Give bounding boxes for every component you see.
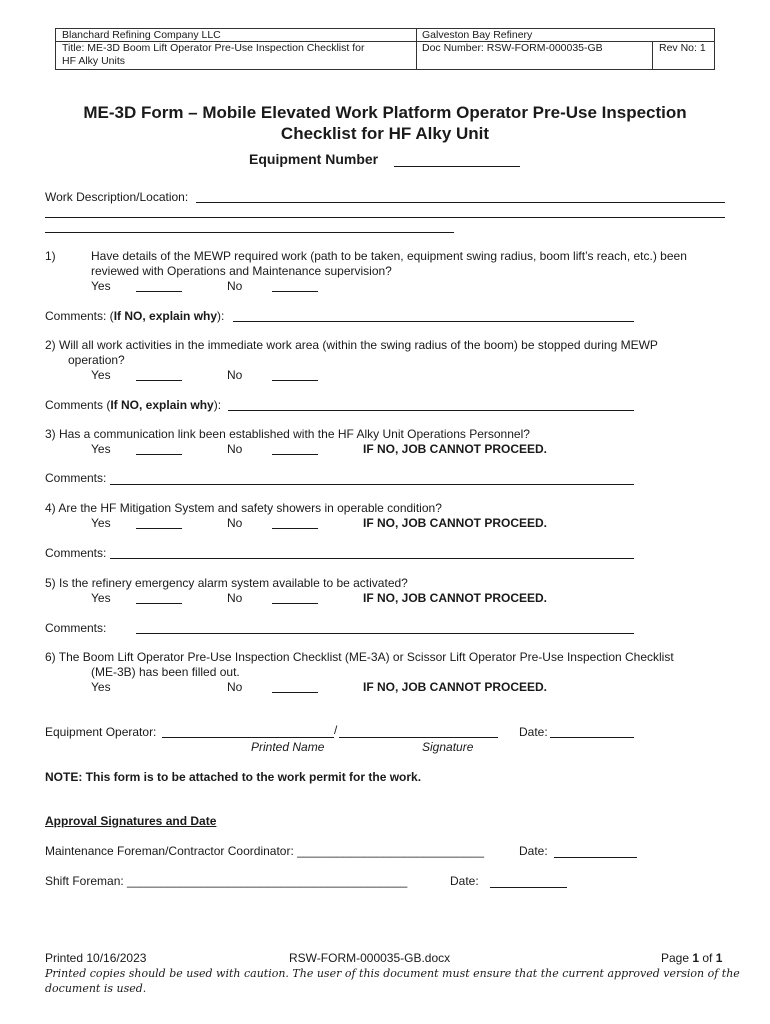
yes-label: Yes — [91, 680, 111, 694]
printed-name-caption: Printed Name — [251, 740, 325, 754]
no-answer-field[interactable] — [272, 603, 318, 604]
form-title-line1: ME-3D Form – Mobile Elevated Work Platform Operator Pre-Use Inspection — [83, 103, 687, 122]
name-signature-separator: / — [334, 723, 338, 737]
caution-note-line1: Printed copies should be used with caution. The user of this document must ensure that the current approved version of the — [45, 967, 740, 980]
comments-label: Comments (If NO, explain why): — [45, 398, 222, 412]
no-label: No — [227, 680, 243, 694]
comments-label: Comments: — [45, 471, 107, 485]
yes-label: Yes — [91, 442, 111, 456]
yes-answer-field[interactable] — [136, 603, 182, 604]
no-answer-field[interactable] — [272, 380, 318, 381]
shift-foreman-signature-line[interactable]: Shift Foreman: __________________________________________ — [45, 874, 408, 888]
question-2-text-line1: 2) Will all work activities in the immediate work area (within the swing radius of the boom) be stopped during MEWP — [45, 338, 658, 352]
work-description-label: Work Description/Location: — [45, 190, 189, 204]
file-name: RSW-FORM-000035-GB.docx — [289, 951, 451, 965]
cannot-proceed-warning: IF NO, JOB CANNOT PROCEED. — [363, 591, 548, 605]
question-6-text-line1: 6) The Boom Lift Operator Pre-Use Inspection Checklist (ME-3A) or Scissor Lift Operator Pre-Use Inspection Checklist — [45, 650, 674, 664]
equipment-number-label: Equipment Number — [249, 151, 379, 167]
maintenance-foreman-signature-line[interactable]: Maintenance Foreman/Contractor Coordinator: ____________________________ — [45, 844, 484, 858]
question-1-text-line1: Have details of the MEWP required work (path to be taken, equipment swing radius, boom lift’s reach, etc.) been — [91, 249, 687, 263]
question-6-text-line2: (ME-3B) has been filled out. — [91, 665, 240, 679]
date-label: Date: — [450, 874, 479, 888]
date-label: Date: — [519, 844, 548, 858]
document-title-line1: Title: ME-3D Boom Lift Operator Pre-Use Inspection Checklist for — [62, 42, 365, 54]
header-divider — [652, 42, 653, 69]
no-answer-field[interactable] — [272, 528, 318, 529]
question-3-text: 3) Has a communication link been established with the HF Alky Unit Operations Personnel? — [45, 427, 530, 441]
page-number: Page 1 of 1 — [661, 951, 723, 965]
question-1-number: 1) — [45, 249, 56, 263]
printed-date: Printed 10/16/2023 — [45, 951, 147, 965]
comments-field[interactable] — [110, 484, 634, 485]
yes-label: Yes — [91, 279, 111, 293]
yes-answer-field[interactable] — [136, 454, 182, 455]
work-description-field[interactable] — [45, 232, 454, 233]
cannot-proceed-warning: IF NO, JOB CANNOT PROCEED. — [363, 516, 548, 530]
no-label: No — [227, 368, 243, 382]
signature-caption: Signature — [422, 740, 474, 754]
no-label: No — [227, 591, 243, 605]
work-description-field[interactable] — [45, 217, 725, 218]
question-2-text-line2: operation? — [68, 353, 125, 367]
document-header-table — [55, 28, 715, 70]
header-divider — [416, 29, 417, 69]
doc-number: Doc Number: RSW-FORM-000035-GB — [422, 42, 603, 54]
no-answer-field[interactable] — [272, 454, 318, 455]
comments-field[interactable] — [233, 321, 634, 322]
date-field[interactable] — [490, 887, 567, 888]
caution-note-line2: document is used. — [45, 982, 147, 995]
no-answer-field[interactable] — [272, 692, 318, 693]
yes-label: Yes — [91, 591, 111, 605]
date-label: Date: — [519, 725, 548, 739]
equipment-operator-label: Equipment Operator: — [45, 725, 157, 739]
company-name: Blanchard Refining Company LLC — [62, 29, 221, 41]
date-field[interactable] — [554, 857, 637, 858]
form-title-line2: Checklist for HF Alky Unit — [280, 124, 490, 143]
yes-label: Yes — [91, 368, 111, 382]
no-answer-field[interactable] — [272, 291, 318, 292]
question-4-text: 4) Are the HF Mitigation System and safety showers in operable condition? — [45, 501, 442, 515]
no-label: No — [227, 279, 243, 293]
yes-answer-field[interactable] — [136, 291, 182, 292]
yes-label: Yes — [91, 516, 111, 530]
attachment-note: NOTE: This form is to be attached to the work permit for the work. — [45, 770, 422, 784]
date-field[interactable] — [550, 737, 634, 738]
cannot-proceed-warning: IF NO, JOB CANNOT PROCEED. — [363, 442, 548, 456]
question-1-text-line2: reviewed with Operations and Maintenance supervision? — [91, 264, 392, 278]
comments-label: Comments: — [45, 546, 107, 560]
comments-label: Comments: — [45, 621, 107, 635]
signature-field[interactable] — [339, 737, 498, 738]
comments-label: Comments: (If NO, explain why): — [45, 309, 225, 323]
equipment-number-field[interactable] — [394, 166, 520, 167]
revision-number: Rev No: 1 — [659, 42, 706, 54]
no-label: No — [227, 516, 243, 530]
work-description-field[interactable] — [196, 202, 725, 203]
refinery-name: Galveston Bay Refinery — [422, 29, 533, 41]
yes-answer-field[interactable] — [136, 528, 182, 529]
cannot-proceed-warning: IF NO, JOB CANNOT PROCEED. — [363, 680, 548, 694]
printed-name-field[interactable] — [162, 737, 334, 738]
comments-field[interactable] — [110, 558, 634, 559]
document-title — [62, 42, 412, 68]
question-5-text: 5) Is the refinery emergency alarm system available to be activated? — [45, 576, 408, 590]
comments-field[interactable] — [228, 410, 634, 411]
yes-answer-field[interactable] — [136, 380, 182, 381]
no-label: No — [227, 442, 243, 456]
document-title-line2: HF Alky Units — [62, 55, 126, 67]
approval-heading: Approval Signatures and Date — [45, 814, 217, 828]
comments-field[interactable] — [136, 633, 634, 634]
